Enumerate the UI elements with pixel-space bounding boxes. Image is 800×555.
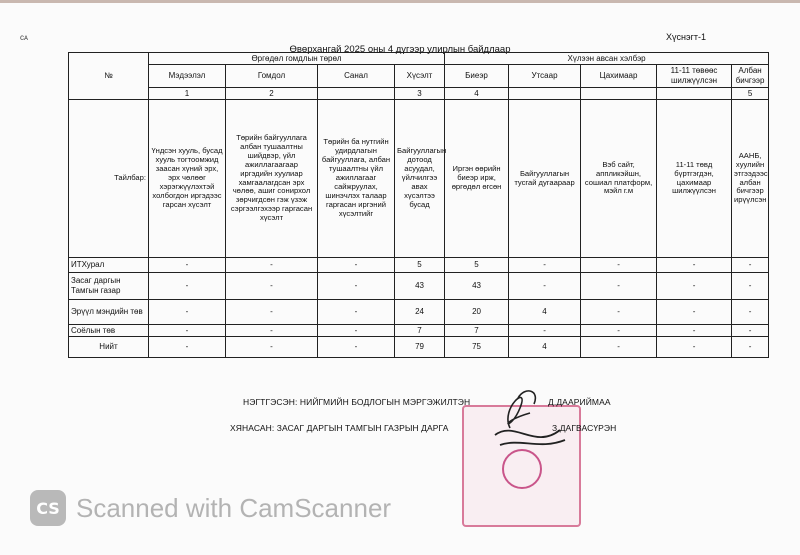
table-cell: - [149,325,226,337]
header-number-4: 4 [445,88,509,100]
watermark-text: Scanned with CamScanner [76,492,392,523]
table-cell: - [509,258,581,273]
header-group-complaint-type: Өргөдөл гомдлын төрөл [149,53,445,65]
total-cell: 4 [509,337,581,358]
row-label: Засаг даргын Тамгын газар [69,273,149,300]
table-cell: - [732,258,769,273]
total-cell: - [149,337,226,358]
table-cell: 43 [445,273,509,300]
table-cell: - [226,300,318,325]
corner-mark: ᴄᴀ [20,33,28,42]
table-cell: - [318,325,395,337]
table-cell: 5 [395,258,445,273]
reviewed-by-name: З.ДАГВАСҮРЭН [552,423,617,433]
header-number-blank [657,88,732,100]
description-cell: Төрийн байгууллага албан тушаалтны шийдвэр, үйл ажиллагаагаар иргэдийн хуулиар хамгаалагдсан эрх чөлөө, ашиг сонирхол зөрчигдсөн гэж үзэж сэргээлгэхээр гаргасан хүсэлт [226,100,318,258]
description-cell: Үндсэн хууль, бусад хууль тогтоомжид заасан хүний эрх, эрх чөлөөг хэрэгжүүлэхтэй холбогдон иргэдээс гарсан хүсэлт [149,100,226,258]
header-group-received-form: Хүлээн авсан хэлбэр [445,53,769,65]
description-cell: Байгууллагын тусгай дугаараар [509,100,581,258]
table-cell: - [318,300,395,325]
description-cell: Вэб сайт, аппликэйшн, сошиал платформ, мэйл г.м [581,100,657,258]
header-number-3: 3 [395,88,445,100]
description-label: Тайлбар: [69,100,149,258]
description-cell: Иргэн өөрийн биеэр ирж, өргөдөл өгсөн [445,100,509,258]
description-cell: 11-11 төвд бүртгэгдэн, цахимаар шилжүүлсэн [657,100,732,258]
table-cell: - [657,325,732,337]
header-number-1: 1 [149,88,226,100]
header-col-official-letter: Албан бичгээр [732,65,769,88]
table-cell: - [149,273,226,300]
table-cell: - [581,300,657,325]
header-col-11-11: 11-11 төвөөс шилжүүлсэн [657,65,732,88]
table-row [69,325,769,337]
table-cell: - [149,258,226,273]
table-cell: - [318,273,395,300]
table-cell: 4 [509,300,581,325]
total-cell: - [657,337,732,358]
reviewed-by-role: ХЯНАСАН: ЗАСАГ ДАРГЫН ТАМГЫН ГАЗРЫН ДАРГА [230,423,449,433]
header-col-request: Хүсэлт [395,65,445,88]
camscanner-logo-icon: CS [30,490,66,526]
row-label: ИТХурал [69,258,149,273]
table-cell: - [149,300,226,325]
prepared-by-role: НЭГТГЭСЭН: НИЙГМИЙН БОДЛОГЫН МЭРГЭЖИЛТЭН [243,397,471,407]
header-col-phone: Утсаар [509,65,581,88]
camscanner-watermark [30,490,391,526]
description-cell: Төрийн ба нутгийн удирдлагын байгууллага, албан тушаалтны үйл ажиллагааг сайжруулах, шинэчлэх талаар гаргасан иргэний хүсэлтийг [318,100,395,258]
table-cell: - [657,258,732,273]
table-cell: - [318,258,395,273]
table-cell: - [657,273,732,300]
table-cell: - [509,273,581,300]
table-cell: 7 [395,325,445,337]
table-cell: 24 [395,300,445,325]
table-cell: - [226,325,318,337]
table-cell: 43 [395,273,445,300]
header-number-2: 2 [226,88,318,100]
report-title: Өвөрхангай 2025 оны 4 дүгээр улирлын байдлаар [289,44,511,55]
header-number: № [69,53,149,100]
table-row [69,300,769,325]
row-label: Соёлын төв [69,325,149,337]
table-cell: 5 [445,258,509,273]
header-col-complaint: Гомдол [226,65,318,88]
header-col-online: Цахимаар [581,65,657,88]
table-cell: - [509,325,581,337]
table-cell: - [732,273,769,300]
report-table [68,52,769,358]
table-cell: - [657,300,732,325]
total-cell: 79 [395,337,445,358]
table-cell: - [581,258,657,273]
table-cell: - [732,325,769,337]
appendix-label: Хүснэгт-1 [666,32,706,42]
header-col-in-person: Биеэр [445,65,509,88]
table-cell: 20 [445,300,509,325]
description-cell: ААНБ, хуулийн этгээдээс албан бичгээр ирүүлсэн [732,100,769,258]
table-cell: 7 [445,325,509,337]
header-number-5: 5 [732,88,769,100]
table-cell: - [226,258,318,273]
header-col-suggestion: Санал [318,65,395,88]
table-cell: - [581,325,657,337]
page-top-edge [0,0,800,3]
table-cell: - [732,300,769,325]
table-row [69,273,769,300]
total-row [69,337,769,358]
table-row [69,258,769,273]
header-number-blank [509,88,581,100]
total-cell: 75 [445,337,509,358]
header-number-blank [581,88,657,100]
row-label: Эрүүл мэндийн төв [69,300,149,325]
total-label: Нийт [69,337,149,358]
total-cell: - [581,337,657,358]
table-cell: - [226,273,318,300]
header-number-blank [318,88,395,100]
total-cell: - [226,337,318,358]
description-cell: Байгууллагын дотоод асуудал, үйлчилгээ авах хүсэлтээ бусад [395,100,445,258]
header-col-info: Мэдээлэл [149,65,226,88]
total-cell: - [732,337,769,358]
prepared-by-name: Д.ДААРИЙМАА [548,397,611,407]
total-cell: - [318,337,395,358]
table-cell: - [581,273,657,300]
